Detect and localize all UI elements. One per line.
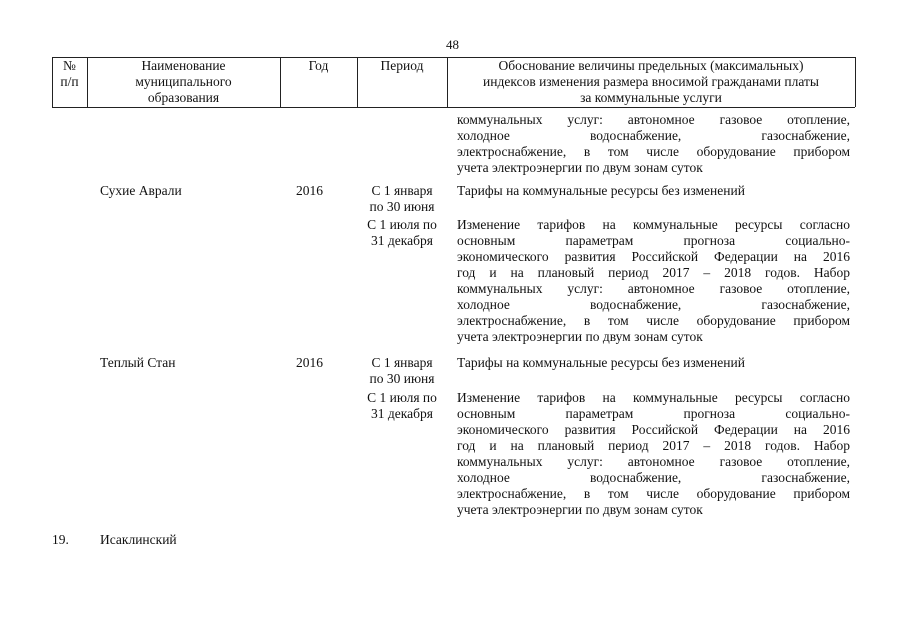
text-line: Изменение тарифов на коммунальные ресурсы согласно	[457, 217, 850, 232]
text-line: экономического развития Российской Федерации на 2016	[457, 249, 850, 264]
row-name: Сухие Аврали	[100, 183, 182, 198]
header-period: Период	[380, 58, 424, 73]
text-line: основным параметрам прогноза социально-	[457, 406, 850, 421]
text-line: учета электроэнергии по двум зонам суток	[457, 160, 703, 175]
text-line: учета электроэнергии по двум зонам суток	[457, 502, 703, 517]
header-year: Год	[308, 58, 329, 73]
header-name: Наименование муниципального образования	[135, 58, 232, 105]
text-line: холодное водоснабжение, газоснабжение,	[457, 128, 850, 143]
text-line: электроснабжение, в том числе оборудование прибором	[457, 144, 850, 159]
text-line: коммунальных услуг: автономное газовое отопление,	[457, 454, 850, 469]
text-line: холодное водоснабжение, газоснабжение,	[457, 470, 850, 485]
row-name: Теплый Стан	[100, 355, 176, 370]
text-line: Изменение тарифов на коммунальные ресурсы согласно	[457, 390, 850, 405]
header-basis: Обоснование величины предельных (максимальных) индексов изменения размера вносимой гражданами платы за коммунальные услуги	[483, 58, 819, 105]
row-basis-second-half	[457, 390, 850, 518]
continuation-basis	[457, 112, 850, 176]
row-period-first-half: С 1 января по 30 июня	[369, 355, 435, 386]
row-basis-second-half	[457, 217, 850, 345]
row-year: 2016	[296, 183, 323, 198]
row-period-second-half: С 1 июля по 31 декабря	[367, 217, 437, 248]
header-num: № п/п	[60, 58, 79, 89]
text-line: холодное водоснабжение, газоснабжение,	[457, 297, 850, 312]
row-number: 19.	[52, 532, 69, 547]
header-col-divider	[855, 57, 856, 107]
text-line: год и на плановый период 2017 – 2018 годов. Набор	[457, 265, 850, 280]
row-name: Исаклинский	[100, 532, 177, 547]
row-basis-first-half: Тарифы на коммунальные ресурсы без изменений	[457, 183, 745, 198]
row-period-second-half: С 1 июля по 31 декабря	[367, 390, 437, 421]
text-line: электроснабжение, в том числе оборудование прибором	[457, 486, 850, 501]
text-line: основным параметрам прогноза социально-	[457, 233, 850, 248]
page-number: 48	[446, 37, 459, 52]
header-bottom-rule	[52, 107, 855, 108]
text-line: учета электроэнергии по двум зонам суток	[457, 329, 703, 344]
text-line: экономического развития Российской Федерации на 2016	[457, 422, 850, 437]
row-year: 2016	[296, 355, 323, 370]
text-line: год и на плановый период 2017 – 2018 годов. Набор	[457, 438, 850, 453]
text-line: коммунальных услуг: автономное газовое отопление,	[457, 281, 850, 296]
text-line: коммунальных услуг: автономное газовое отопление,	[457, 112, 850, 127]
row-period-first-half: С 1 января по 30 июня	[369, 183, 435, 214]
text-line: электроснабжение, в том числе оборудование прибором	[457, 313, 850, 328]
row-basis-first-half: Тарифы на коммунальные ресурсы без изменений	[457, 355, 745, 370]
